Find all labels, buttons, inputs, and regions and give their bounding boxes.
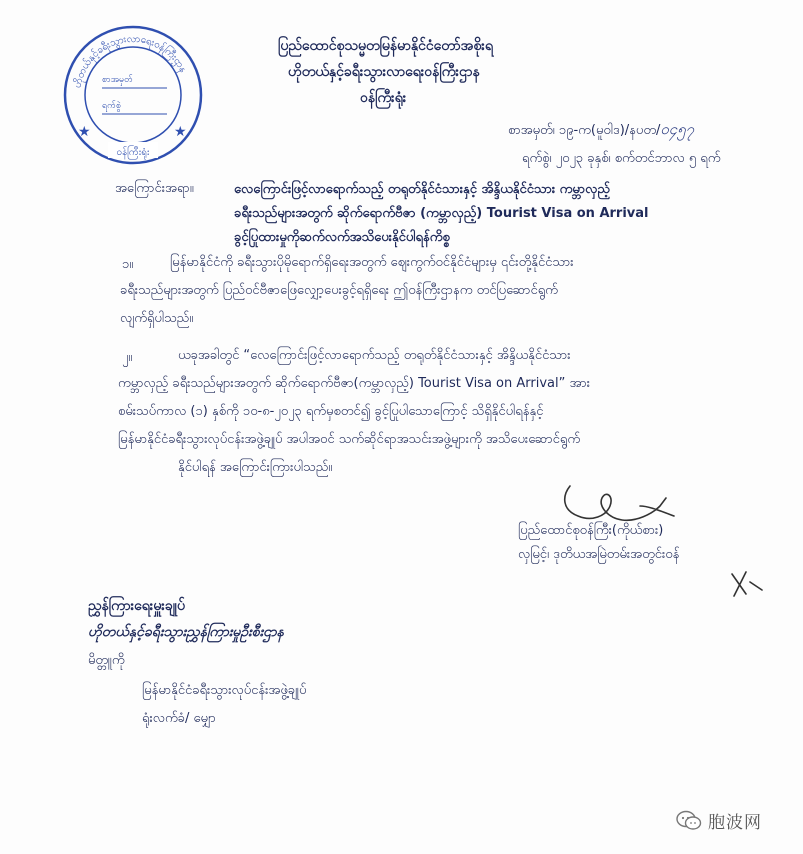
subject-label: အကြောင်းအရာ။ — [115, 181, 194, 196]
paragraph-2-number: ၂။ — [122, 350, 133, 365]
header-ministry: ဟိုတယ်နှင့်ခရီးသွားလာရေးဝန်ကြီးဌာန — [288, 64, 480, 80]
subject-line-2: ခရီးသည်များအတွက် ဆိုက်ရောက်ဗီဇာ (ကမ္ဘာလှည့်) Tourist Visa on Arrival — [234, 206, 649, 221]
ministry-seal-icon — [62, 24, 204, 166]
cc-label: မိတ္တူကို — [88, 653, 125, 668]
initials-mark-icon — [726, 564, 766, 604]
paragraph-2-line-1: ယခုအခါတွင် “လေကြောင်းဖြင့်လာရောက်သည့် တရုတ်နိုင်ငံသားနှင့် အိန္ဒိယနိုင်ငံသား — [178, 348, 571, 363]
subject-text — [234, 178, 759, 250]
svg-text:★: ★ — [174, 124, 187, 140]
seal-field-1: စာအမှတ် — [102, 75, 133, 85]
cc-item-2: ရုံးလက်ခံ/ မျှော — [142, 711, 216, 726]
header-office: ဝန်ကြီးရုံး — [360, 90, 407, 106]
paragraph-2-line-3: စမ်းသပ်ကာလ (၁) နှစ်ကို ၁၀-၈-၂၀၂၃ ရက်မှစတင်၍ ခွင့်ပြုပါသောကြောင့် သိရှိနိုင်ပါရန်နှင့် — [118, 404, 544, 419]
paragraph-1-line-2: ခရီးသည်များအတွက် ပြည်ဝင်ဗီဇာဖြေလျှော့ပေးခွင့်ရရှိရေး ဤဝန်ကြီးဌာနက တင်ပြဆောင်ရွက် — [120, 283, 558, 298]
svg-text:★: ★ — [78, 124, 91, 140]
paragraph-1 — [120, 249, 770, 333]
reference-number-prefix: စာအမှတ်၊ ၁၉-က(မူဝါဒ)/နပတ/ — [508, 123, 661, 138]
reference-date: ရက်စွဲ၊ ၂၀၂၃ ခုနှစ်၊ စက်တင်ဘာလ ၅ ရက် — [522, 151, 721, 166]
header-government: ပြည်ထောင်စုသမ္မတမြန်မာနိုင်ငံတော်အစိုးရ — [278, 38, 493, 54]
signer-title: ပြည်ထောင်စုဝန်ကြီး(ကိုယ်စား) — [518, 523, 664, 538]
paragraph-1-line-3: လျက်ရှိပါသည်။ — [120, 311, 194, 326]
paragraph-2-line-5: နိုင်ပါရန် အကြောင်းကြားပါသည်။ — [178, 460, 333, 475]
wechat-icon — [676, 810, 702, 832]
seal-ring-text: ဟိုတယ်နှင့်ခရီးသွားလာရေးဝန်ကြီးဌာန — [72, 33, 189, 89]
watermark — [676, 808, 762, 833]
reference-number — [508, 120, 694, 142]
paragraph-1-line-1: မြန်မာနိုင်ငံကို ခရီးသွားပိုမိုရောက်ရှိရေးအတွက် ဈေးကွက်ဝင်နိုင်ငံများမှ ၎င်းတို့နိုင်ငံသား — [170, 255, 574, 270]
subject-line-3: ခွင့်ပြုထားမှုကိုဆက်လက်အသိပေးနိုင်ပါရန်ကိစ္စ — [234, 230, 450, 245]
seal-bottom-text: ဝန်ကြီးရုံး — [116, 147, 150, 158]
recipient-title: ညွှန်ကြားရေးမှူးချုပ် — [88, 598, 185, 614]
cc-item-1: မြန်မာနိုင်ငံခရီးသွားလုပ်ငန်းအဖွဲ့ချုပ် — [142, 683, 307, 698]
paragraph-2 — [118, 342, 768, 482]
paragraph-2-line-2: ကမ္ဘာလှည့် ခရီးသည်များအတွက် ဆိုက်ရောက်ဗီဇာ(ကမ္ဘာလှည့်) Tourist Visa on Arrival” အား — [118, 376, 591, 391]
subject-line-1: လေကြောင်းဖြင့်လာရောက်သည့် တရုတ်နိုင်ငံသားနှင့် အိန္ဒိယနိုင်ငံသား ကမ္ဘာလှည့် — [234, 182, 610, 197]
seal-field-2: ရက်စွဲ — [102, 101, 122, 111]
paragraph-2-line-4: မြန်မာနိုင်ငံခရီးသွားလုပ်ငန်းအဖွဲ့ချုပ် အပါအဝင် သက်ဆိုင်ရာအသင်းအဖွဲ့များကို အသိပေးဆောင်ရွက် — [118, 432, 581, 447]
recipient-department: ဟိုတယ်နှင့်ခရီးသွားညွှန်ကြားမှုဦးစီးဌာန — [88, 624, 284, 640]
watermark-text: 胞波网 — [708, 813, 762, 833]
paragraph-1-number: ၁။ — [122, 257, 134, 272]
signer-name: လှမြင့်၊ ဒုတိယအမြဲတမ်းအတွင်းဝန် — [518, 547, 680, 562]
reference-number-handwritten: ၀၄၅၇ — [660, 120, 695, 138]
